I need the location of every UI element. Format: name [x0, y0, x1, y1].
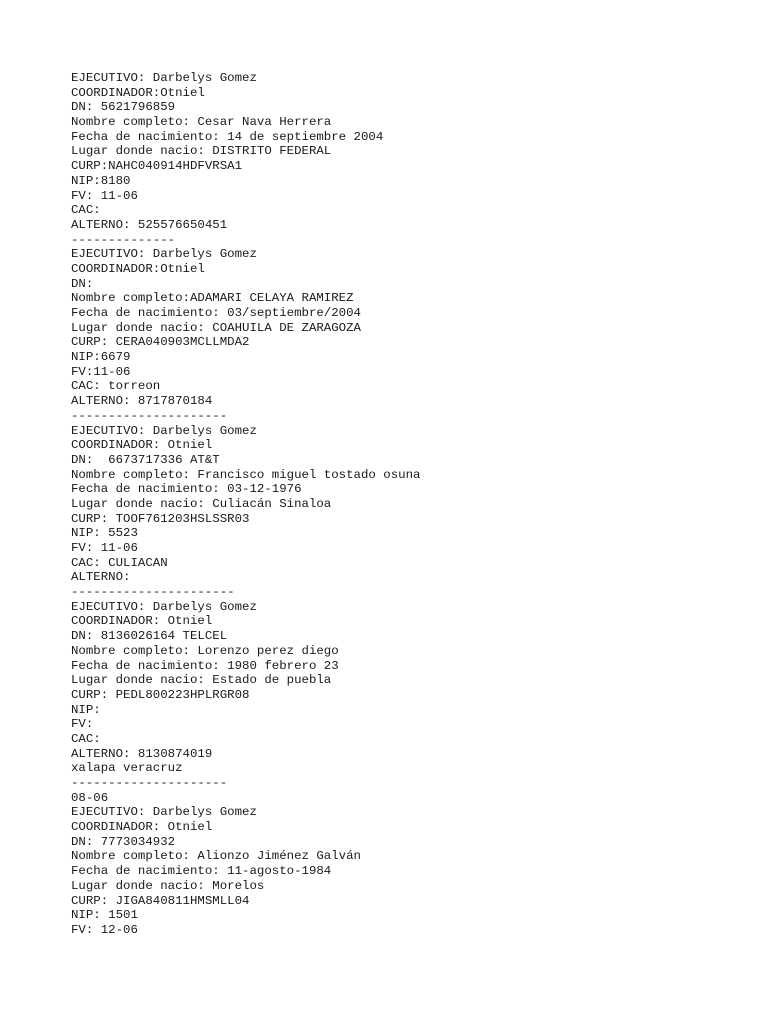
text-line: CAC: CULIACAN: [71, 555, 168, 570]
text-line: FV:11-06: [71, 364, 131, 379]
text-line: ---------------------: [71, 776, 228, 790]
text-line: CURP: PEDL800223HPLRGR08: [71, 687, 250, 702]
text-line: COORDINADOR:Otniel: [71, 85, 205, 100]
text-line: Lugar donde nacio: COAHUILA DE ZARAGOZA: [71, 320, 361, 335]
text-line: CAC: torreon: [71, 379, 161, 394]
text-line: DN:: [71, 276, 94, 291]
text-line: CAC:: [71, 203, 101, 218]
document-body: [71, 71, 751, 938]
text-line: Nombre completo: Lorenzo perez diego: [71, 643, 339, 658]
text-line: ALTERNO:: [71, 570, 131, 585]
text-line: NIP:: [71, 702, 101, 717]
text-line: NIP:6679: [71, 350, 131, 365]
text-line: COORDINADOR: Otniel: [71, 614, 213, 629]
text-line: NIP:8180: [71, 173, 131, 188]
text-line: Fecha de nacimiento: 03/septiembre/2004: [71, 306, 361, 320]
text-line: DN: 7773034932: [71, 834, 176, 849]
text-line: EJECUTIVO: Darbelys Gomez: [71, 247, 257, 262]
text-line: EJECUTIVO: Darbelys Gomez: [71, 599, 257, 614]
text-line: FV: 12-06: [71, 922, 138, 937]
text-line: CURP: CERA040903MCLLMDA2: [71, 335, 250, 350]
text-line: DN: 8136026164 TELCEL: [71, 629, 228, 644]
text-line: CURP:NAHC040914HDFVRSA1: [71, 159, 243, 174]
text-line: FV: 11-06: [71, 188, 138, 203]
text-line: Lugar donde nacio: Morelos: [71, 878, 265, 893]
text-line: Fecha de nacimiento: 03-12-1976: [71, 482, 302, 497]
text-line: ALTERNO: 8130874019: [71, 746, 213, 761]
text-line: Nombre completo:ADAMARI CELAYA RAMIREZ: [71, 291, 354, 306]
text-line: DN: 6673717336 AT&T: [71, 452, 220, 467]
text-line: FV:: [71, 717, 94, 732]
text-line: EJECUTIVO: Darbelys Gomez: [71, 423, 257, 438]
text-line: Nombre completo: Alionzo Jiménez Galván: [71, 849, 361, 864]
text-line: CAC:: [71, 731, 101, 746]
text-line: ---------------------: [71, 408, 228, 423]
text-line: ALTERNO: 525576650451: [71, 217, 228, 232]
text-line: Lugar donde nacio: Culiacán Sinaloa: [71, 496, 332, 511]
text-line: Fecha de nacimiento: 14 de septiembre 2004: [71, 129, 384, 144]
text-line: NIP: 5523: [71, 526, 138, 541]
text-line: --------------: [71, 232, 176, 247]
text-line: CURP: JIGA840811HMSMLL04: [71, 893, 250, 908]
text-line: ----------------------: [71, 585, 235, 600]
text-line: COORDINADOR: Otniel: [71, 820, 213, 835]
text-line: xalapa veracruz: [71, 761, 183, 776]
text-line: COORDINADOR:Otniel: [71, 261, 205, 276]
text-line: Fecha de nacimiento: 11-agosto-1984: [71, 864, 332, 879]
text-line: NIP: 1501: [71, 908, 138, 923]
text-line: EJECUTIVO: Darbelys Gomez: [71, 71, 257, 85]
text-line: CURP: TOOF761203HSLSSR03: [71, 511, 250, 526]
text-line: 08-06: [71, 790, 109, 805]
text-line: Nombre completo: Cesar Nava Herrera: [71, 115, 332, 130]
text-line: Lugar donde nacio: Estado de puebla: [71, 673, 332, 688]
text-line: Fecha de nacimiento: 1980 febrero 23: [71, 658, 339, 673]
text-line: EJECUTIVO: Darbelys Gomez: [71, 805, 257, 820]
text-line: FV: 11-06: [71, 541, 138, 555]
text-line: ALTERNO: 8717870184: [71, 394, 213, 409]
text-line: Lugar donde nacio: DISTRITO FEDERAL: [71, 144, 332, 159]
text-line: DN: 5621796859: [71, 100, 176, 115]
text-line: COORDINADOR: Otniel: [71, 438, 213, 453]
text-line: Nombre completo: Francisco miguel tostado osuna: [71, 467, 421, 482]
